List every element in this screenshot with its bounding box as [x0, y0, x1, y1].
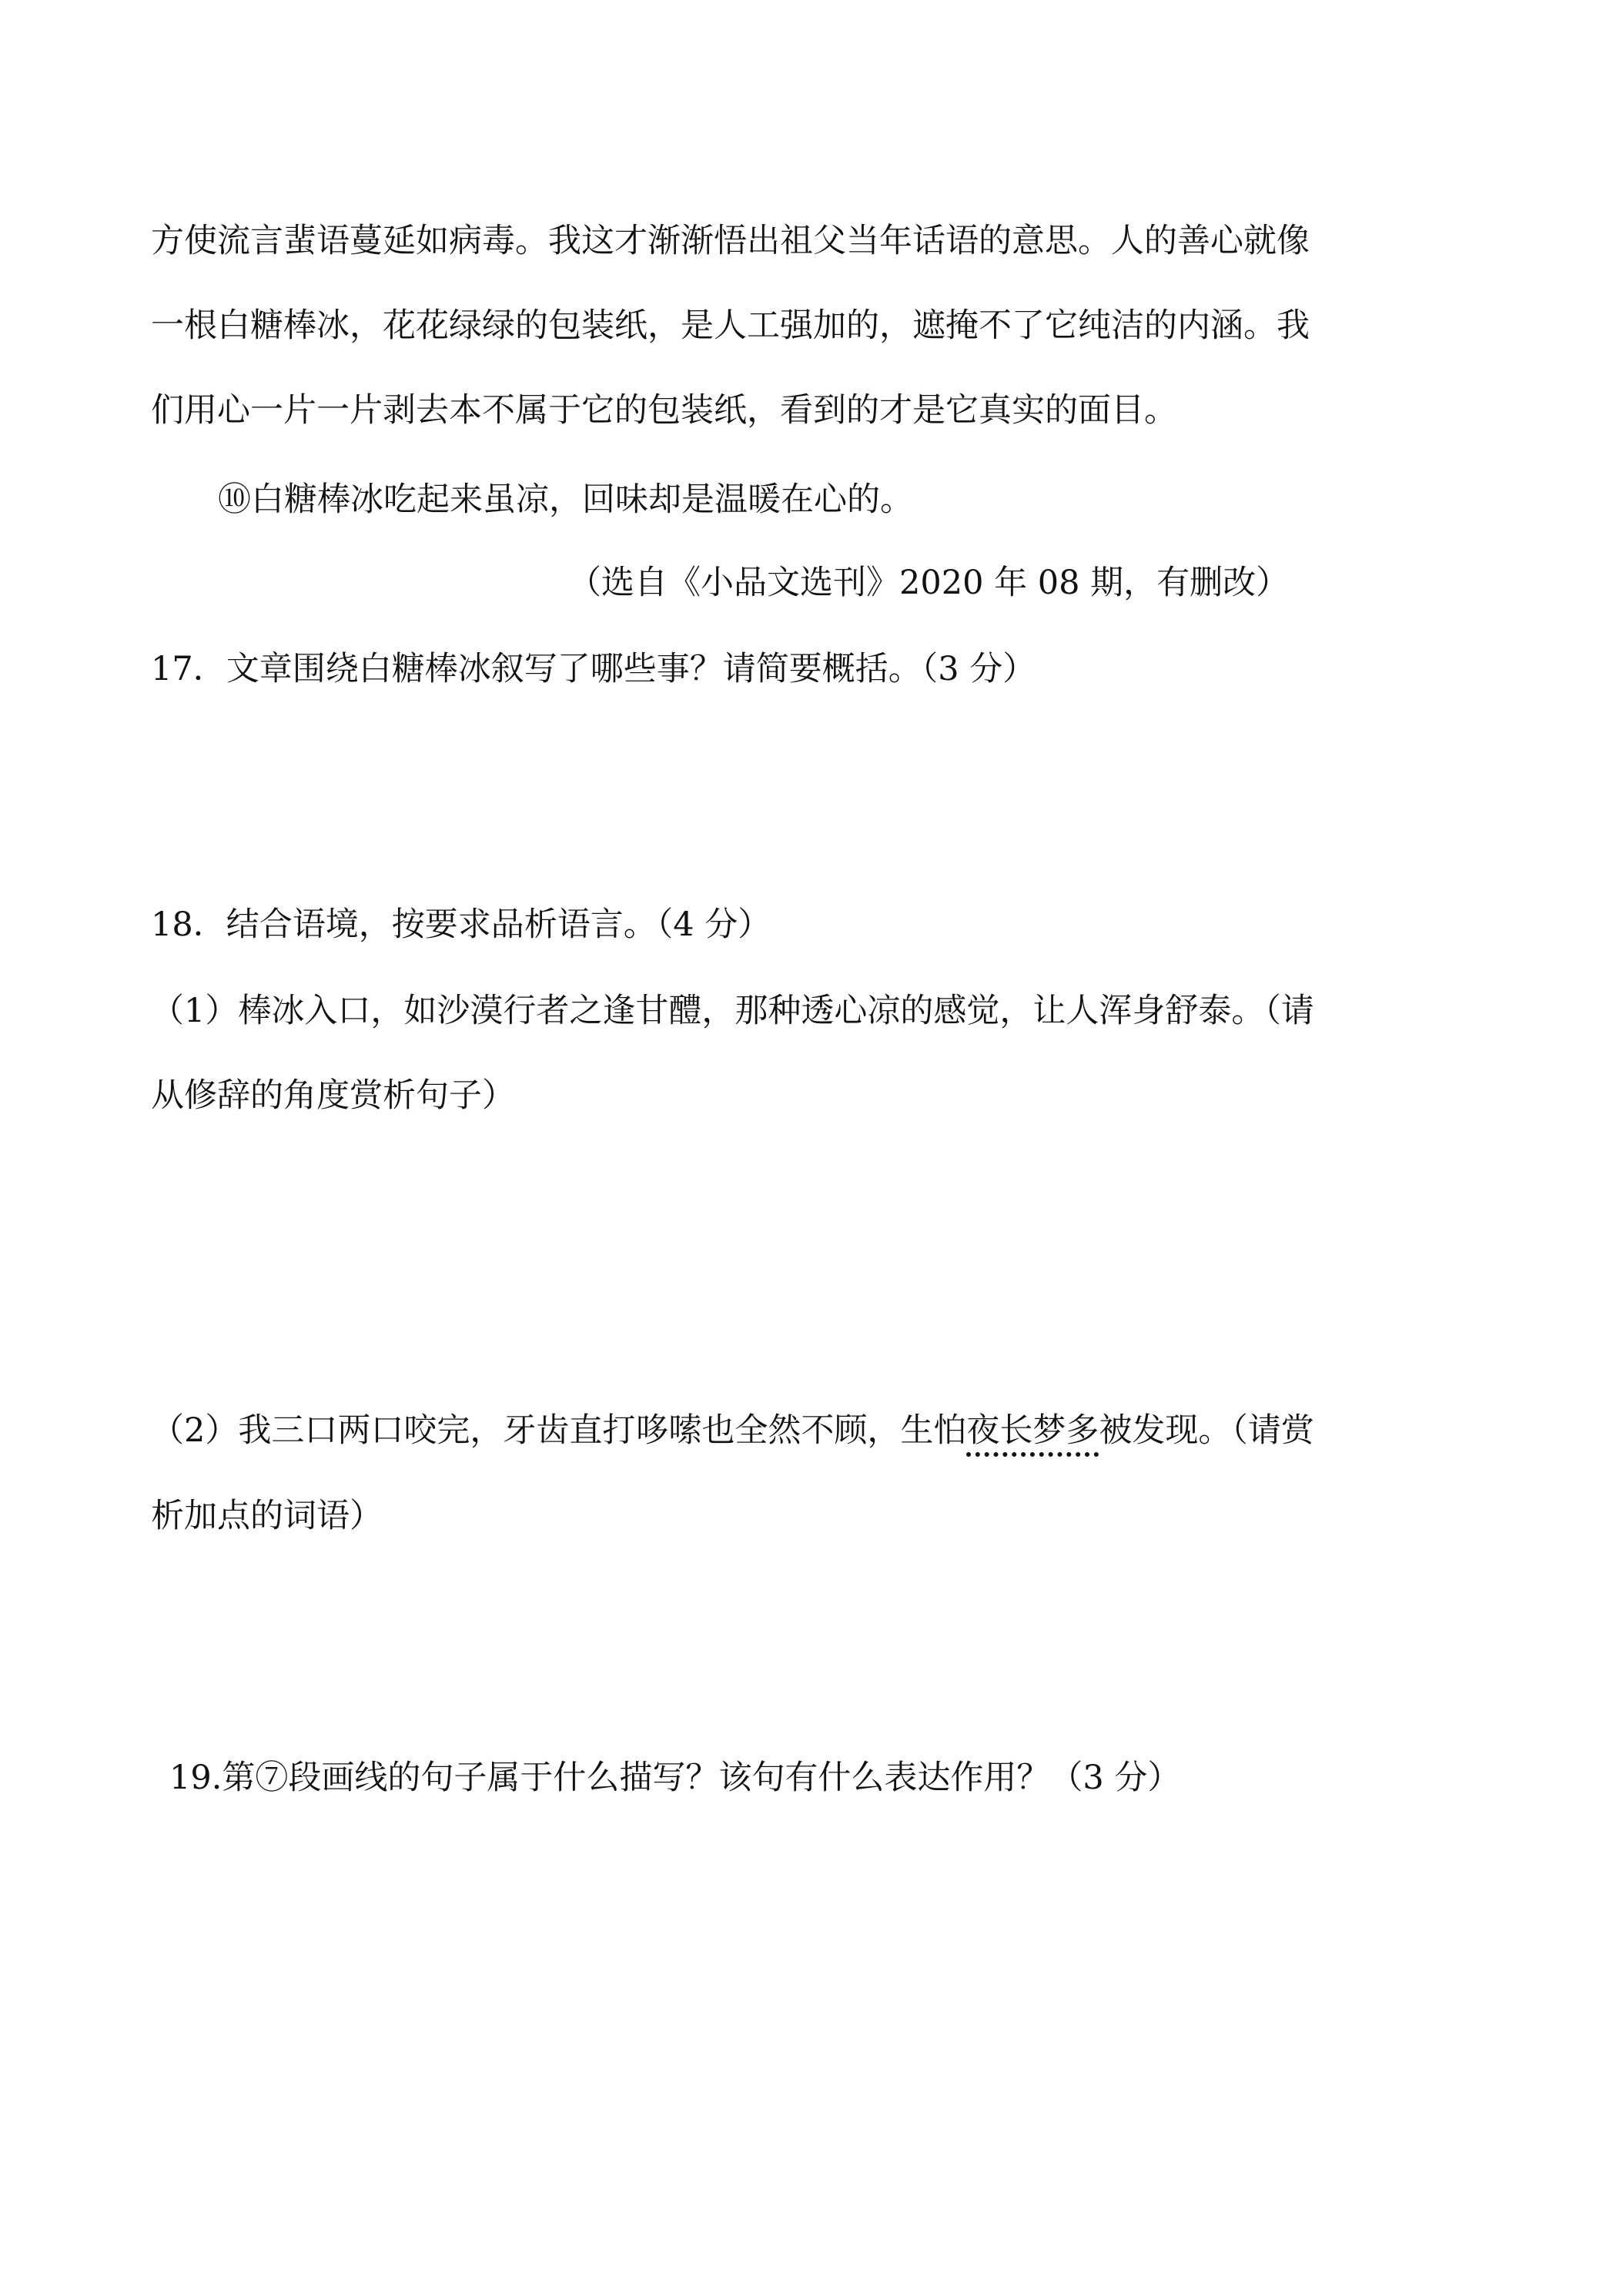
question-18-sub-1-line-1: （1）棒冰入口，如沙漠行者之逢甘醴，那种透心凉的感觉，让人浑身舒泰。（请 — [151, 992, 1314, 1030]
question-18-sub-2-line-1 — [151, 1411, 1314, 1450]
dotted-phrase: 夜长梦多 — [966, 1411, 1099, 1450]
passage-line-1: 方使流言蜚语蔓延如病毒。我这才渐渐悟出祖父当年话语的意思。人的善心就像 — [151, 222, 1310, 260]
question-18-sub-1-line-2: 从修辞的角度赏析句子） — [151, 1076, 515, 1115]
question-17: 17．文章围绕白糖棒冰叙写了哪些事？请简要概括。（3 分） — [151, 650, 1036, 688]
question-18: 18．结合语境，按要求品析语言。（4 分） — [151, 905, 771, 944]
paragraph-10: ⑩白糖棒冰吃起来虽凉，回味却是温暖在心的。 — [218, 480, 913, 519]
question-18-sub-2-line-2: 析加点的词语） — [151, 1497, 383, 1535]
question-18-sub-2-prefix: （2）我三口两口咬完，牙齿直打哆嗦也全然不顾，生怕 — [151, 1411, 967, 1450]
passage-line-2: 一根白糖棒冰，花花绿绿的包装纸，是人工强加的，遮掩不了它纯洁的内涵。我 — [151, 306, 1310, 345]
question-19: 19.第⑦段画线的句子属于什么描写？该句有什么表达作用？（3 分） — [169, 1759, 1181, 1797]
question-18-sub-2-suffix: 被发现。（请赏 — [1099, 1411, 1314, 1450]
passage-line-3: 们用心一片一片剥去本不属于它的包装纸，看到的才是它真实的面目。 — [151, 391, 1177, 430]
source-citation: （选自《小品文选刊》2020 年 08 期，有删改） — [568, 564, 1290, 602]
